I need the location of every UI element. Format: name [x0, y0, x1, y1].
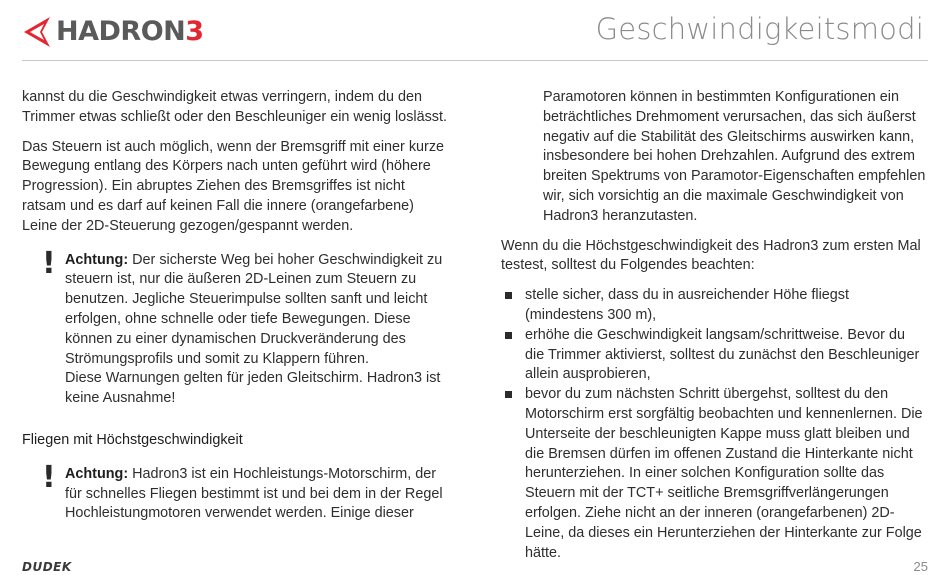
warning-block — [22, 459, 452, 524]
page-title: Geschwindigkeitsmodi — [595, 12, 924, 46]
list-item-text: erhöhe die Geschwindigkeit langsam/schrittweise. Bevor du die Trimmer aktivierst, solltest du zunächst den Beschleuniger allein ausprobieren, — [525, 326, 920, 383]
warning-text — [65, 465, 452, 524]
logo-brand-number: 3 — [185, 16, 204, 47]
left-column — [22, 88, 452, 536]
bullet-list — [501, 286, 926, 563]
bullet-square-icon — [505, 332, 512, 339]
warning-label: Achtung: — [65, 465, 129, 482]
header-divider — [22, 60, 928, 61]
right-column — [501, 88, 926, 563]
paragraph: kannst du die Geschwindigkeit etwas verringern, indem du den Trimmer etwas schließt oder den Beschleuniger ein wenig loslässt. — [22, 89, 447, 125]
list-item — [501, 385, 926, 563]
warning-body: Der sicherste Weg bei hoher Geschwindigkeit zu steuern ist, nur die äußeren 2D-Leinen zum Steuern zu benutzen. Jegliche Steuerimpulse sollten sanft und leicht erfolgen, ohne schnelle oder tiefe Bewegungen. Diese können zu einer dynamischen Druckveränderung des Strömungsprofils und somit zu Klappern führen. — [65, 251, 443, 367]
page-number: 25 — [913, 559, 928, 574]
hadron-wing-icon — [22, 15, 52, 49]
exclamation-icon: ! — [42, 459, 56, 495]
exclamation-icon: ! — [42, 245, 56, 281]
logo-brand-text: HADRON — [56, 16, 186, 47]
warning-block — [22, 245, 452, 409]
list-item — [501, 326, 926, 385]
section-heading: Fliegen mit Höchstgeschwindigkeit — [22, 431, 243, 448]
list-item-text: bevor du zum nächsten Schritt übergehst, solltest du den Motorschirm erst sorgfältig beobachten und kennenlernen. Die Unterseite der beschleunigten Kappe muss glatt bleiben und die Bremsen dürfen im offenen Zustand die Hinterkante nicht herunterziehen. In einer solchen Konfiguration sollte das Steuern mit der TCT+ seitliche Bremsgriffverlängerungen erfolgen. Ziehe nicht an der inneren (orangefarbenen) 2D-Leine, da dieses ein Herunterziehen der Hinterkante zur Folge hätte. — [525, 386, 923, 561]
hadron3-logo — [22, 14, 204, 50]
logo-text — [56, 14, 204, 50]
paragraph: Wenn du die Höchstgeschwindigkeit des Hadron3 zum ersten Mal testest, solltest du Folgendes beachten: — [501, 237, 921, 274]
paragraph: Das Steuern ist auch möglich, wenn der Bremsgriff mit einer kurze Bewegung entlang des Körpers nach unten geführt wird (höhere Progression). Ein abruptes Ziehen des Bremsgriffes ist nicht ratsam und es darf auf keinen Fall die innere (orangefarbene) Leine der 2D-Steuerung gezogen/gespannt werden. — [22, 138, 445, 234]
warning-note: Diese Warnungen gelten für jeden Gleitschirm. Hadron3 ist keine Ausnahme! — [65, 370, 441, 407]
dudek-logo: DUDEK — [22, 560, 72, 574]
list-item — [501, 286, 926, 326]
bullet-square-icon — [505, 292, 512, 299]
list-item-text: stelle sicher, dass du in ausreichender Höhe fliegst (mindestens 300 m), — [525, 287, 849, 323]
paragraph: Paramotoren können in bestimmten Konfigurationen ein beträchtliches Drehmoment verursachen, das sich äußerst negativ auf die Stabilität des Gleitschirms auswirken kann, insbesondere bei hohen Drehzahlen. Aufgrund des extrem breiten Spektrums von Paramotor-Eigenschaften empfehlen wir, sich vorsichtig an die maximale Geschwindigkeit von Hadron3 heranzutasten. — [543, 89, 926, 224]
warning-label: Achtung: — [65, 251, 129, 268]
bullet-square-icon — [505, 391, 512, 398]
warning-text — [65, 251, 452, 370]
warning-body: Hadron3 ist ein Hochleistungs-Motorschirm, der für schnelles Fliegen bestimmt ist und bei dem in der Regel Hochleistungmotoren verwendet werden. Einige dieser — [65, 465, 443, 522]
